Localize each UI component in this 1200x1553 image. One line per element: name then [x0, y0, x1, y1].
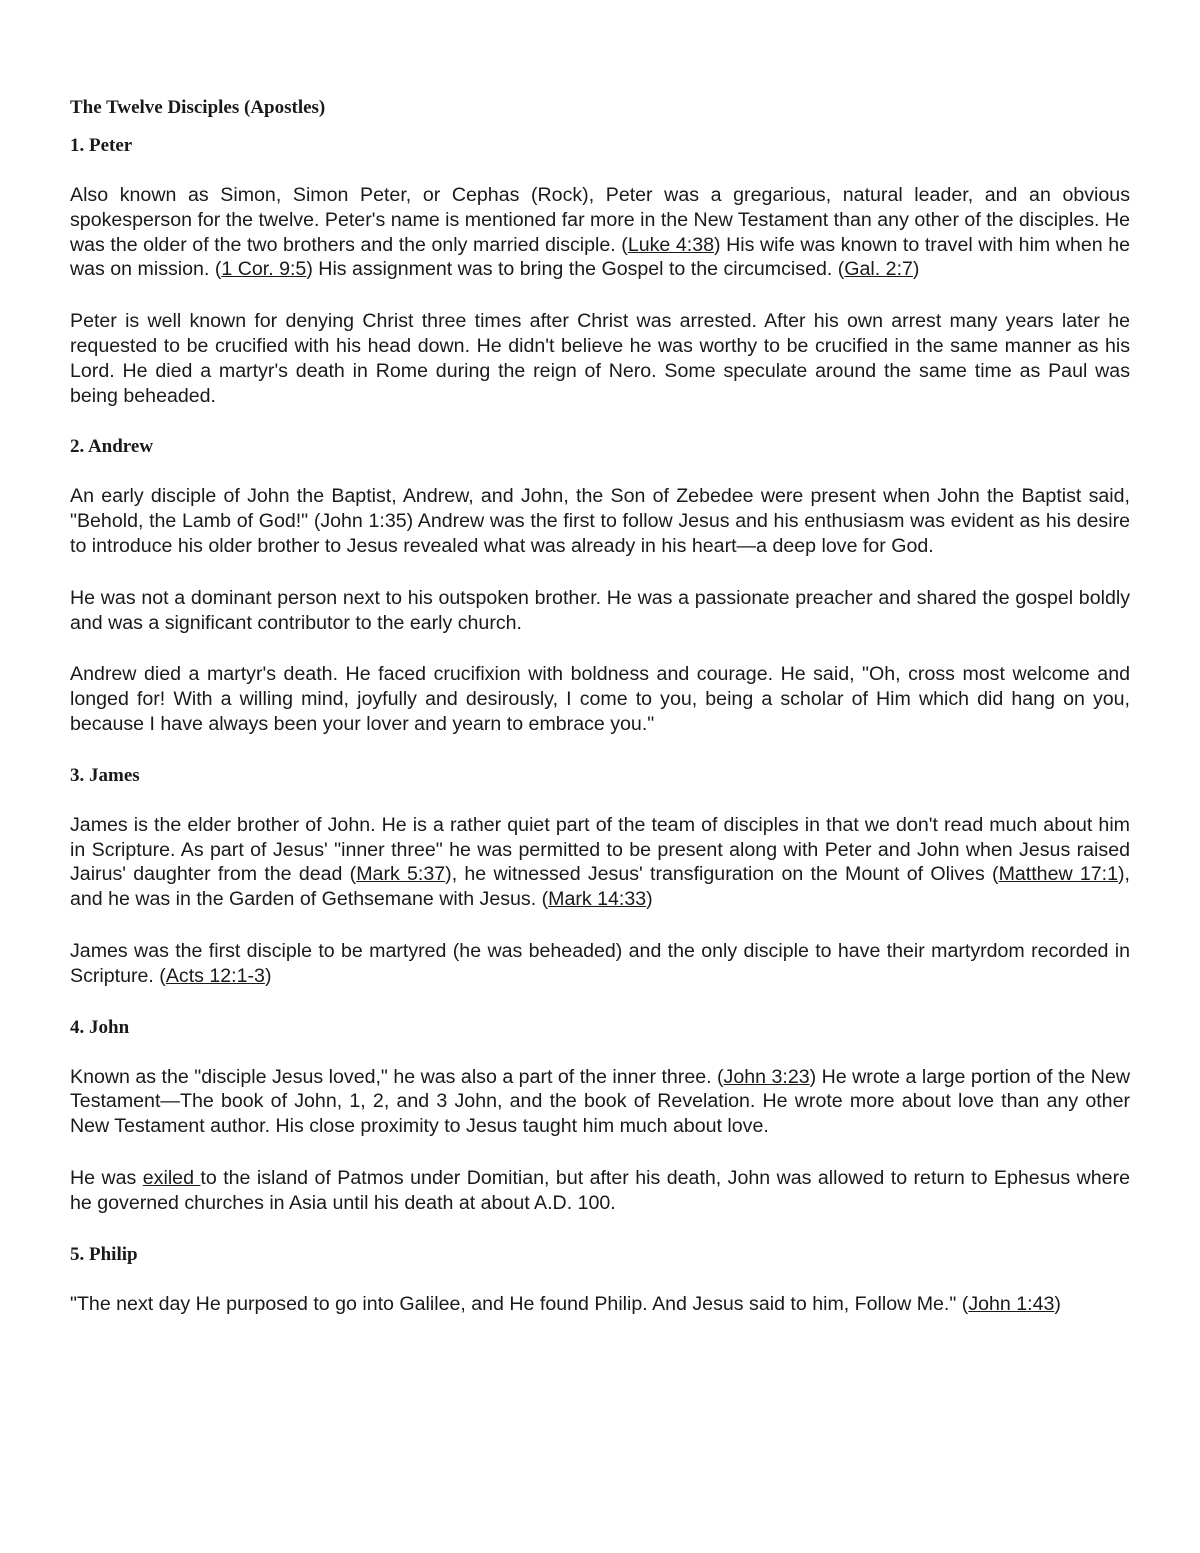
- scripture-reference-link[interactable]: John 3:23: [723, 1065, 810, 1088]
- paragraph: [70, 939, 1130, 989]
- scripture-reference-link[interactable]: Luke 4:38: [627, 233, 715, 256]
- paragraph: [70, 662, 1130, 736]
- paragraph: [70, 1292, 1130, 1317]
- section-1: [70, 134, 1130, 408]
- scripture-reference-link[interactable]: 1 Cor. 9:5: [221, 258, 307, 281]
- paragraph-text: ) His assignment was to bring the Gospel to the circumcised. (: [306, 258, 845, 281]
- paragraph: [70, 813, 1130, 912]
- paragraph-text: Andrew died a martyr's death. He faced crucifixion with boldness and courage. He said, "Oh, cross most welcome and longed for! With a willing mind, joyfully and desirously, I come to you, being a scholar of Him which did hang on you, because I have always been your lover and yearn to embrace you.": [70, 663, 1130, 735]
- section-5: [70, 1243, 1130, 1317]
- document-page: [70, 96, 1130, 1343]
- paragraph-text: ), and he was in the Garden of Gethsemane with Jesus. (: [70, 863, 1130, 911]
- document-title: The Twelve Disciples (Apostles): [70, 97, 326, 118]
- section-heading: 2. Andrew: [70, 436, 154, 458]
- paragraph: [70, 183, 1130, 282]
- document-body: [70, 134, 1130, 1316]
- paragraph-text: ) His wife was known to travel with him when he was on mission. (: [70, 233, 1130, 281]
- section-3: [70, 764, 1130, 989]
- scripture-reference-link[interactable]: John 1:43: [968, 1292, 1055, 1315]
- paragraph-text: James is the elder brother of John. He is a rather quiet part of the team of disciples in that we don't read much about him in Scripture. As part of Jesus' "inner three" he was permitted to be present along with Peter and John when Jesus raised Jairus' daughter from the dead (: [70, 813, 1130, 886]
- scripture-reference-link[interactable]: Matthew 17:1: [998, 863, 1119, 886]
- section-heading: 4. John: [70, 1016, 130, 1038]
- paragraph: [70, 1065, 1130, 1139]
- scripture-reference-link[interactable]: Acts 12:1-3: [165, 964, 265, 987]
- scripture-reference-link[interactable]: Gal. 2:7: [844, 258, 913, 281]
- paragraph-text: An early disciple of John the Baptist, Andrew, and John, the Son of Zebedee were present when John the Baptist said, "Behold, the Lamb of God!" (John 1:35) Andrew was the first to follow Jesus and his enthusiasm was evident as his desire to introduce his older brother to Jesus revealed what was already in his heart—a deep love for God.: [70, 485, 1130, 557]
- paragraph-text: He was: [70, 1166, 143, 1189]
- paragraph: [70, 1166, 1130, 1216]
- section-heading: 5. Philip: [70, 1243, 138, 1265]
- scripture-reference-link[interactable]: exiled: [142, 1166, 201, 1189]
- paragraph-text: ) He wrote a large portion of the New Testament—The book of John, 1, 2, and 3 John, and the book of Revelation. He wrote more about love than any other New Testament author. His close proximity to Jesus taught him much about love.: [70, 1065, 1130, 1138]
- paragraph-text: "The next day He purposed to go into Galilee, and He found Philip. And Jesus said to him, Follow Me." (: [70, 1292, 969, 1315]
- paragraph-text: ): [646, 888, 653, 911]
- paragraph-text: ): [264, 964, 272, 987]
- paragraph-text: Peter is well known for denying Christ three times after Christ was arrested. After his own arrest many years later he requested to be crucified with his head down. He didn't believe he was worthy to be crucified in the same manner as his Lord. He died a martyr's death in Rome during the reign of Nero. Some speculate around the same time as Paul was being beheaded.: [70, 310, 1130, 407]
- paragraph-text: ): [1054, 1292, 1061, 1315]
- scripture-reference-link[interactable]: Mark 5:37: [356, 863, 446, 886]
- paragraph-text: He was not a dominant person next to his outspoken brother. He was a passionate preacher and shared the gospel boldly and was a significant contributor to the early church.: [70, 586, 1130, 634]
- paragraph-text: Also known as Simon, Simon Peter, or Cephas (Rock), Peter was a gregarious, natural leader, and an obvious spokesperson for the twelve. Peter's name is mentioned far more in the New Testament than any other of the disciples. He was the older of the two brothers and the only married disciple. (: [70, 184, 1130, 256]
- section-4: [70, 1016, 1130, 1216]
- paragraph-text: ): [912, 258, 920, 281]
- paragraph-text: ), he witnessed Jesus' transfiguration on the Mount of Olives (: [445, 863, 999, 886]
- section-2: [70, 435, 1130, 736]
- scripture-reference-link[interactable]: Mark 14:33: [548, 888, 647, 911]
- paragraph-text: to the island of Patmos under Domitian, but after his death, John was allowed to return to Ephesus where he governed churches in Asia until his death at about A.D. 100.: [70, 1166, 1130, 1214]
- section-heading: 1. Peter: [70, 135, 133, 156]
- paragraph: [70, 484, 1130, 558]
- section-heading: 3. James: [70, 764, 140, 786]
- paragraph-text: Known as the "disciple Jesus loved," he was also a part of the inner three. (: [70, 1065, 724, 1088]
- paragraph: [70, 309, 1130, 408]
- paragraph: [70, 586, 1130, 636]
- paragraph-text: James was the first disciple to be martyred (he was beheaded) and the only disciple to have their martyrdom recorded in Scripture. (: [70, 939, 1130, 987]
